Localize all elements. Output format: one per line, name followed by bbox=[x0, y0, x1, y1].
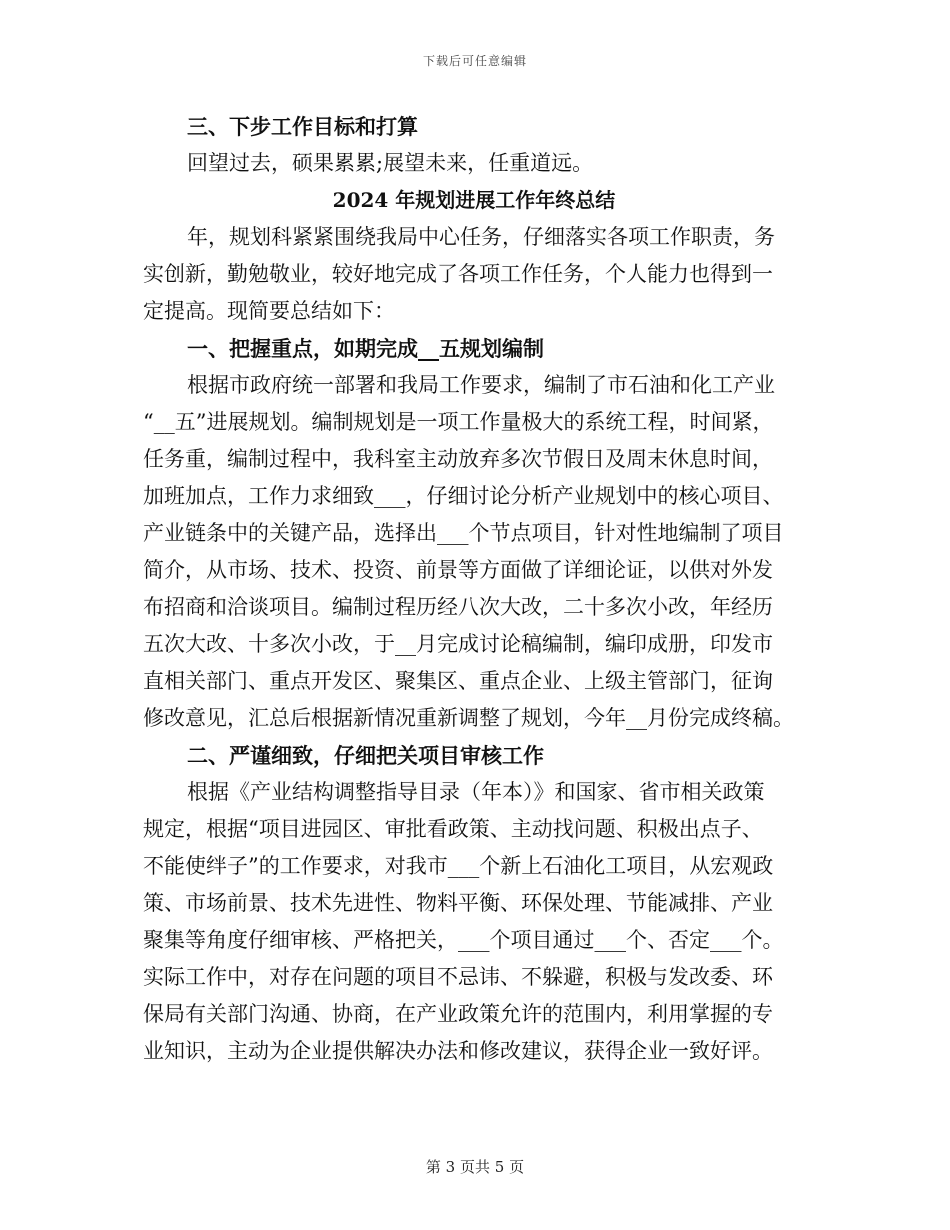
document-body bbox=[143, 108, 805, 1070]
paragraph-line: 直相关部门、重点开发区、聚集区、重点企业、上级主管部门，征询 bbox=[143, 669, 773, 693]
paragraph-line: 聚集等角度仔细审核、严格把关，___个项目通过___个、否定___个。 bbox=[143, 928, 784, 952]
paragraph-line: 保局有关部门沟通、协商，在产业政策允许的范围内，利用掌握的专 bbox=[143, 1002, 773, 1026]
paragraph-line: 回望过去，硕果累累;展望未来，任重道远。 bbox=[187, 151, 594, 175]
paragraph-line: 简介，从市场、技术、投资、前景等方面做了详细论证，以供对外发 bbox=[143, 558, 773, 582]
paragraph-line: 定提高。现简要总结如下： bbox=[143, 299, 395, 323]
paragraph-line: 五次大改、十多次小改，于__月完成讨论稿编制，编印成册，印发市 bbox=[143, 632, 773, 656]
paragraph-line: 策、市场前景、技术先进性、物料平衡、环保处理、节能减排、产业 bbox=[143, 891, 773, 915]
section-heading-2: 二、严谨细致，仔细把关项目审核工作 bbox=[187, 743, 544, 768]
paragraph-line: 布招商和洽谈项目。编制过程历经八次大改，二十多次小改，年经历 bbox=[143, 595, 773, 619]
paragraph-line: 规定，根据“项目进园区、审批看政策、主动找问题、积极出点子、 bbox=[143, 817, 763, 841]
page-footer-number: 第 3 页共 5 页 bbox=[425, 1158, 525, 1176]
paragraph-line: 不能使绊子”的工作要求，对我市___个新上石油化工项目，从宏观政 bbox=[143, 854, 774, 878]
paragraph-line: 产业链条中的关键产品，选择出___个节点项目，针对性地编制了项目 bbox=[143, 521, 784, 545]
paragraph-line: 年，规划科紧紧围绕我局中心任务，仔细落实各项工作职责，务 bbox=[187, 225, 775, 249]
paragraph-line: 根据《产业结构调整指导目录（年本）》和国家、省市相关政策 bbox=[187, 780, 765, 804]
page-header-note: 下载后可任意编辑 bbox=[422, 54, 527, 68]
section-heading-3: 三、下步工作目标和打算 bbox=[187, 114, 418, 139]
paragraph-line: “__五”进展规划。编制规划是一项工作量极大的系统工程，时间紧， bbox=[143, 410, 774, 434]
paragraph-line: 业知识，主动为企业提供解决办法和修改建议，获得企业一致好评。 bbox=[143, 1039, 773, 1063]
document-title: 2024 年规划进展工作年终总结 bbox=[332, 188, 616, 212]
paragraph-line: 修改意见，汇总后根据新情况重新调整了规划，今年__月份完成终稿。 bbox=[143, 706, 794, 730]
paragraph-line: 根据市政府统一部署和我局工作要求，编制了市石油和化工产业 bbox=[187, 373, 775, 397]
section-heading-1: 一、把握重点，如期完成__五规划编制 bbox=[187, 336, 544, 361]
paragraph-line: 实际工作中，对存在问题的项目不忌讳、不躲避，积极与发改委、环 bbox=[143, 965, 773, 989]
paragraph-line: 实创新，勤勉敬业，较好地完成了各项工作任务，个人能力也得到一 bbox=[143, 262, 773, 286]
paragraph-line: 任务重，编制过程中，我科室主动放弃多次节假日及周末休息时间， bbox=[143, 447, 773, 471]
paragraph-line: 加班加点，工作力求细致___，仔细讨论分析产业规划中的核心项目、 bbox=[143, 484, 784, 508]
